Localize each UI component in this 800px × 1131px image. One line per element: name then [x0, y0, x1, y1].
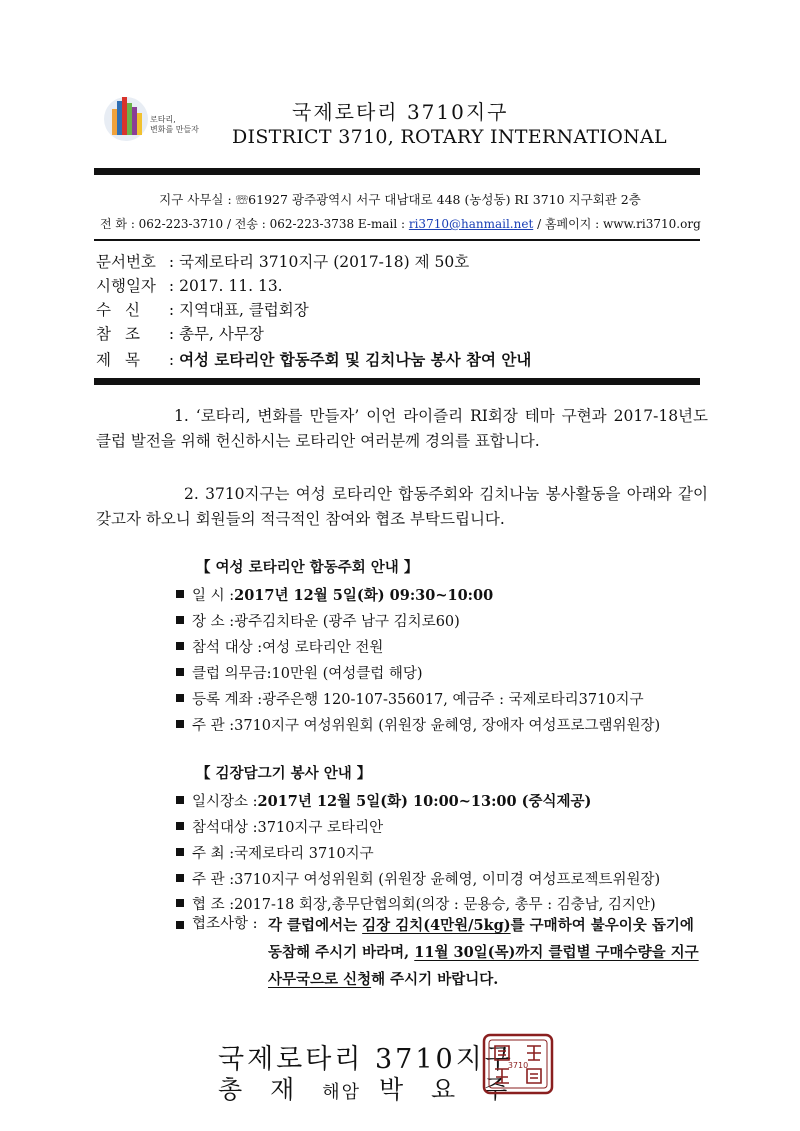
svg-text:3710: 3710: [507, 1061, 529, 1070]
list-item: 협 조 :2017-18 회장,총무단협의회(의장 : 문용승, 총무 : 김충남, 김지안): [176, 893, 656, 914]
list-item: 참석대상 :3710지구 로타리안: [176, 816, 383, 837]
signature-name: 박 요 주: [378, 1075, 518, 1104]
subject-value: 여성 로타리안 합동주회 및 김치나눔 봉사 참여 안내: [179, 350, 532, 369]
bullet-icon: [176, 899, 184, 907]
list-item: 참석 대상 :여성 로타리안 전원: [176, 636, 383, 657]
signature-name-line: [218, 1070, 517, 1106]
logo-text-line1: 로타리,: [150, 115, 176, 124]
bullet-icon: [176, 590, 184, 598]
issue-date-value: 2017. 11. 13.: [179, 277, 283, 295]
signature-org: 국제로타리 3710지구: [218, 1044, 514, 1075]
section-kimchi-title: 【 김장담그기 봉사 안내 】: [196, 765, 372, 782]
homepage: / 홈페이지 : www.ri3710.org: [533, 217, 701, 231]
paragraph-2: 2. 3710지구는 여성 로타리안 합동주회와 김치나눔 봉사활동을 아래와 같이 갖고자 하오니 회원들의 적극적인 참여와 협조 부탁드립니다.: [96, 485, 708, 528]
office-address: 지구 사무실 : ☏61927 광주광역시 서구 대남대로 448 (농성동) RI 3710 지구회관 2층: [159, 192, 641, 207]
bullet-icon: [176, 720, 184, 728]
subject-label: 제목: [96, 351, 154, 369]
org-name-en: DISTRICT 3710, ROTARY INTERNATIONAL: [232, 126, 667, 148]
bullet-icon: [176, 848, 184, 856]
org-name-kr: 국제로타리 3710지구: [292, 100, 509, 124]
issue-date: 시행일자 : 2017. 11. 13.: [96, 274, 283, 296]
rotary-logo: [104, 93, 214, 149]
seal-icon: [482, 1033, 554, 1095]
list-item: 주 최 :국제로타리 3710지구: [176, 842, 374, 863]
bullet-icon: [176, 874, 184, 882]
meta-rule: [94, 378, 700, 385]
cooperation-request: [176, 912, 716, 993]
signature-title: 총 재: [218, 1075, 305, 1104]
bullet-icon: [176, 616, 184, 624]
recipient: 수신 : 지역대표, 클럽회장: [96, 298, 309, 320]
bullet-icon: [176, 642, 184, 650]
issue-date-label: 시행일자: [96, 277, 156, 295]
doc-number: 문서번호 : 국제로타리 3710지구 (2017-18) 제 50호: [96, 250, 469, 272]
phone-fax: 전 화 : 062-223-3710 / 전송 : 062-223-3738 E-mail :: [100, 217, 409, 231]
bullet-icon: [176, 668, 184, 676]
bullet-icon: [176, 694, 184, 702]
signature-pen-name: 해암: [322, 1082, 361, 1103]
contact-line: [100, 215, 700, 232]
cooperation-text: 각 클럽에서는 김장 김치(4만원/5kg)를 구매하여 불우이웃 돕기에 동참해 주시기 바라며, 11월 30일(목)까지 클럽별 구매수량을 지구 사무국으로 신청해 주시기 바랍니다.: [268, 917, 699, 988]
list-item: 등록 계좌 :광주은행 120-107-356017, 예금주 : 국제로타리3710지구: [176, 688, 644, 709]
subject: 제목 : 여성 로타리안 합동주회 및 김치나눔 봉사 참여 안내: [96, 350, 532, 369]
reference-label: 참조: [96, 325, 154, 343]
bullet-icon: [176, 822, 184, 830]
doc-number-value: 국제로타리 3710지구 (2017-18) 제 50호: [179, 253, 470, 271]
list-item: 일 시 :2017년 12월 5일(화) 09:30~10:00: [176, 584, 493, 605]
list-item: 장 소 :광주김치타운 (광주 남구 김치로60): [176, 610, 460, 631]
doc-number-label: 문서번호: [96, 253, 156, 271]
list-item: 클럽 의무금:10만원 (여성클럽 해당): [176, 662, 423, 683]
email-link[interactable]: ri3710@hanmail.net: [408, 217, 534, 231]
list-item: 주 관 :3710지구 여성위원회 (위원장 윤혜영, 장애자 여성프로그램위원장): [176, 714, 660, 735]
contact-rule: [94, 239, 700, 241]
cooperation-label: 협조사항 :: [192, 916, 258, 932]
bullet-icon: [176, 796, 184, 804]
recipient-label: 수신: [96, 301, 154, 319]
reference-value: 총무, 사무장: [179, 325, 264, 343]
list-item: 일시장소 :2017년 12월 5일(화) 10:00~13:00 (중식제공): [176, 790, 591, 811]
bullet-icon: [176, 921, 184, 929]
section-women-meeting-title: 【 여성 로타리안 합동주회 안내 】: [196, 559, 419, 576]
reference: 참조 : 총무, 사무장: [96, 322, 264, 344]
logo-text-line2: 변화를 만들자: [150, 125, 199, 134]
official-seal: [482, 1033, 554, 1095]
paragraph-1: 1. ‘로타리, 변화를 만들자’ 이언 라이즐리 RI회장 테마 구현과 2017-18년도 클럽 발전을 위해 헌신하시는 로타리안 여러분께 경의를 표합니다.: [96, 407, 708, 450]
header-rule: [94, 168, 700, 175]
list-item: 주 관 :3710지구 여성위원회 (위원장 윤혜영, 이미경 여성프로젝트위원장): [176, 868, 660, 889]
recipient-value: 지역대표, 클럽회장: [179, 301, 309, 319]
